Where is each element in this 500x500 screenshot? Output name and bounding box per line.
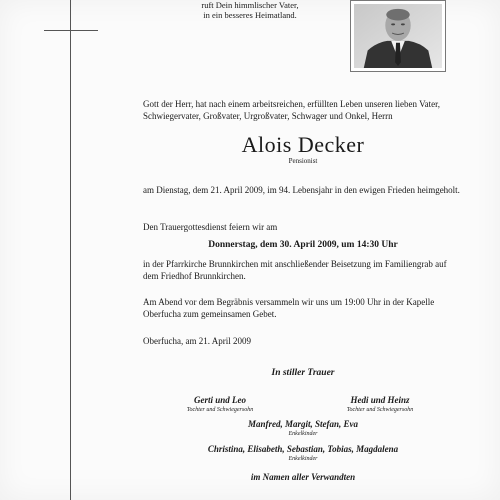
- verse-line-2: in ein besseres Heimatland.: [203, 10, 297, 20]
- mourning-title: In stiller Trauer: [271, 368, 335, 378]
- funeral-date: Donnerstag, dem 30. April 2009, um 14:30 Uhr: [208, 240, 398, 250]
- mourner-group: [143, 419, 463, 438]
- deceased-occupation: Pensionist: [288, 157, 318, 165]
- verse-line-1: ruft Dein himmlischer Vater,: [201, 0, 299, 10]
- mourner-names: Hedi und Heinz: [350, 395, 410, 405]
- verse-text: [180, 0, 320, 20]
- portrait-photo: [350, 0, 446, 72]
- intro-text: Gott der Herr, hat nach einem arbeitsreichen, erfüllten Leben unseren lieben Vater, Schwiegervater, Großvater, Urgroßvater, Schwager und Onkel, Herrn: [143, 99, 440, 121]
- mourner-relation: Tochter und Schwiegersohn: [346, 407, 414, 413]
- rosary-text: Am Abend vor dem Begräbnis versammeln wir uns um 19:00 Uhr in der Kapelle Oberfucha zum gemeinsamen Gebet.: [143, 297, 435, 319]
- closing-line: im Namen aller Verwandten: [250, 472, 356, 482]
- mourner-relation: Enkelkinder: [288, 431, 318, 437]
- death-notice: am Dienstag, dem 21. April 2009, im 94. Lebensjahr in den ewigen Frieden heimgeholt.: [143, 185, 460, 195]
- mourner-names: Gerti und Leo: [193, 395, 246, 405]
- deceased-name: Alois Decker: [241, 132, 365, 157]
- burial-text: in der Pfarrkirche Brunnkirchen mit anschließender Beisetzung im Familiengrab auf dem Friedhof Brunnkirchen.: [143, 259, 447, 281]
- mourner-group: [325, 395, 435, 414]
- cross-vertical-line: [70, 0, 71, 500]
- mourner-names: Christina, Elisabeth, Sebastian, Tobias, Magdalena: [207, 444, 399, 454]
- portrait-image: [354, 4, 442, 68]
- cross-horizontal-line: [44, 30, 98, 31]
- mourner-names: Manfred, Margit, Stefan, Eva: [247, 419, 358, 429]
- funeral-intro: Den Trauergottesdienst feiern wir am: [143, 222, 278, 232]
- mourner-relation: Enkelkinder: [288, 456, 318, 462]
- mourner-relation: Tochter und Schwiegersohn: [186, 407, 254, 413]
- place-date: Oberfucha, am 21. April 2009: [143, 336, 251, 346]
- mourner-group: [165, 395, 275, 414]
- mourner-group: [143, 444, 463, 463]
